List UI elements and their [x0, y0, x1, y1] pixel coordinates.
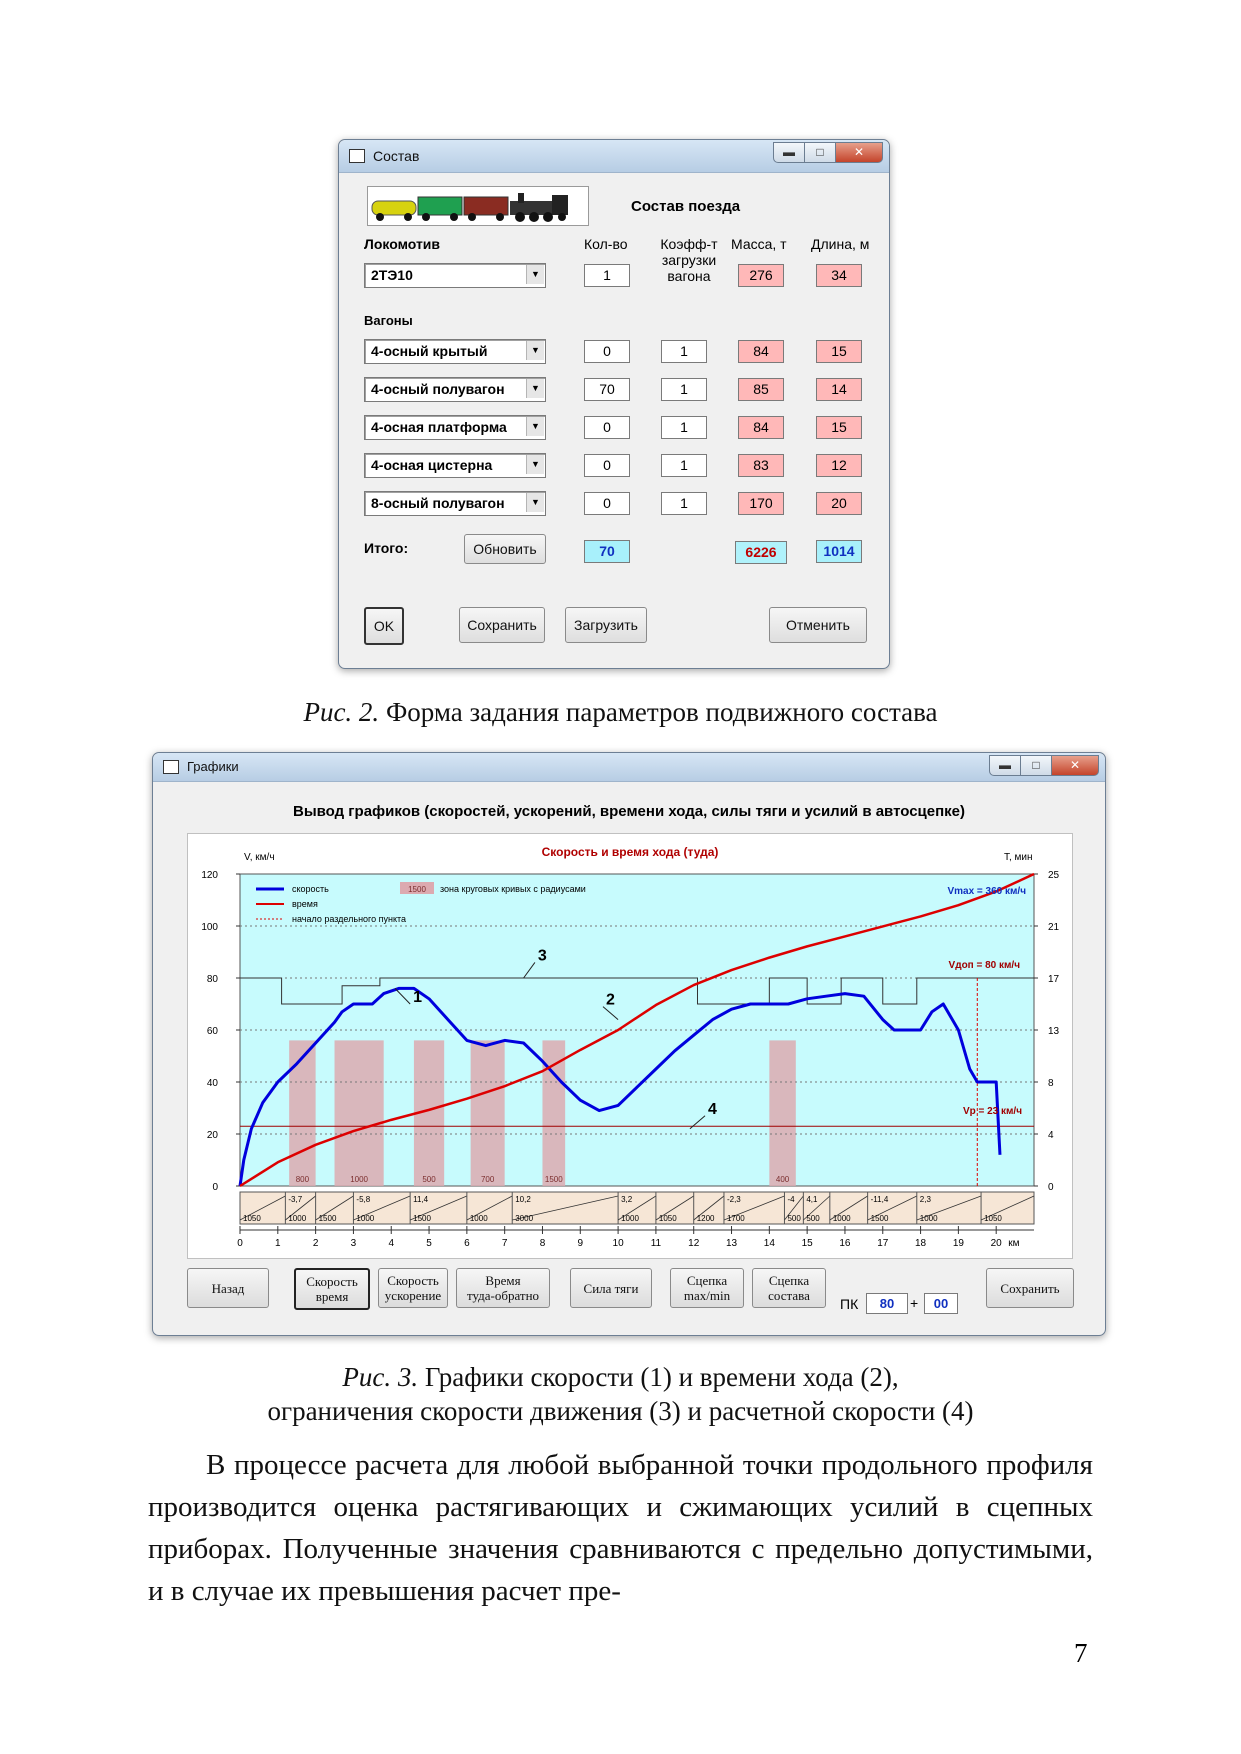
wagon-qty-input[interactable]: 0 [584, 416, 630, 439]
curve-zone [289, 1040, 315, 1186]
speed-accel-label-2: ускорение [384, 1288, 442, 1303]
curve-zone-label: 400 [775, 1175, 790, 1184]
wagons-header: Вагоны [364, 313, 413, 328]
x-tick-label: 18 [915, 1238, 927, 1249]
figure-number: Рис. 2. [303, 697, 380, 727]
x-tick-label: 11 [650, 1238, 662, 1249]
composition-heading: Состав поезда [631, 198, 741, 215]
pk-offset-input[interactable]: 00 [924, 1293, 958, 1314]
callout-number: 3 [537, 947, 547, 965]
wagon-qty-input[interactable]: 0 [584, 454, 630, 477]
legend-speed: скорость [292, 884, 329, 894]
chevron-down-icon[interactable]: ▼ [526, 379, 544, 398]
train-image-svg [368, 187, 588, 225]
wagon-type-value: 4-осный полувагон [371, 381, 505, 397]
profile-length-label: 1000 [621, 1214, 639, 1223]
wagon-coef-input[interactable]: 1 [661, 340, 707, 363]
curve-zone [542, 1040, 565, 1186]
graphs-heading: Вывод графиков (скоростей, ускорений, времени хода, силы тяги и усилий в автосцепке) [292, 803, 966, 820]
save-graph-button[interactable] [986, 1268, 1074, 1308]
wagon-type-select[interactable] [364, 453, 546, 478]
titlebar [153, 753, 1105, 782]
total-qty: 70 [584, 540, 630, 563]
x-tick-label: 3 [350, 1238, 357, 1249]
curve-zone-label: 500 [422, 1175, 436, 1184]
titlebar [339, 140, 889, 173]
legend-zone-value: 1500 [408, 885, 426, 894]
close-button[interactable]: ✕ [835, 142, 883, 163]
save-graph-label: Сохранить [1000, 1280, 1060, 1296]
profile-grade-label: 4,1 [806, 1195, 818, 1204]
wagon-qty-input[interactable]: 70 [584, 378, 630, 401]
maximize-button[interactable]: □ [804, 142, 836, 163]
pk-input[interactable]: 80 [866, 1293, 908, 1314]
total-mass: 6226 [735, 541, 787, 564]
chevron-down-icon[interactable]: ▼ [526, 493, 544, 512]
y-tick-label: 100 [201, 922, 218, 933]
wagon-type-select[interactable] [364, 415, 546, 440]
figure-caption-3 [0, 1362, 1241, 1393]
callout-number: 4 [708, 1100, 717, 1118]
wagon-coef-input[interactable]: 1 [661, 454, 707, 477]
x-axis-label: км [1008, 1238, 1020, 1249]
legend-time: время [292, 899, 318, 909]
page-number: 7 [1074, 1638, 1088, 1668]
x-tick-label: 14 [763, 1238, 775, 1249]
y-right-tick-label: 8 [1048, 1078, 1054, 1089]
pk-label: ПК [840, 1296, 859, 1312]
callout-number: 2 [605, 991, 615, 1009]
loco-header: Локомотив [364, 236, 441, 252]
legend-separation: начало раздельного пункта [292, 914, 407, 924]
profile-grade-label: 10,2 [515, 1195, 531, 1204]
speed-time-label-2: время [315, 1289, 349, 1304]
coupling-train-button[interactable] [752, 1268, 826, 1308]
loco-length: 34 [816, 264, 862, 287]
profile-grade-label: 3,2 [621, 1195, 633, 1204]
col-mass-header: Масса, т [731, 236, 787, 252]
x-tick-label: 4 [388, 1238, 395, 1249]
y-tick-label: 20 [206, 1130, 218, 1141]
y-tick-label: 120 [201, 870, 218, 881]
x-tick-label: 12 [688, 1238, 700, 1249]
profile-length-label: 500 [787, 1214, 801, 1223]
profile-grade-label: -11,4 [870, 1195, 889, 1204]
profile-length-label: 1000 [356, 1214, 375, 1223]
profile-grade-label: 2,3 [919, 1195, 931, 1204]
figure-caption-3-line2: ограничения скорости движения (3) и расчетной скорости (4) [267, 1396, 974, 1426]
profile-length-label: 1500 [870, 1214, 889, 1223]
coupling-train-label-1: Сцепка [768, 1273, 810, 1288]
speed-accel-label-1: Скорость [387, 1273, 439, 1288]
wagon-qty-input[interactable]: 0 [584, 340, 630, 363]
speed-accel-button[interactable] [378, 1268, 448, 1308]
profile-length-label: 1500 [413, 1214, 431, 1223]
chart-panel [187, 833, 1073, 1259]
train-image [367, 186, 589, 226]
figure-caption-line1: Графики скорости (1) и времени хода (2), [418, 1362, 899, 1392]
x-tick-label: 7 [501, 1238, 508, 1249]
close-button[interactable]: ✕ [1051, 755, 1099, 776]
window-title: Графики [187, 759, 239, 774]
y-tick-label: 60 [206, 1026, 218, 1037]
body-paragraph: В процессе расчета для любой выбранной точки продольного профиля производится оценка растягивающих и сжимающих усилий в сцепных приборах. Полученные значения сравниваются с предельно допустимыми, и в случае их превышения расчет пре- [148, 1449, 1093, 1607]
x-tick-label: 17 [877, 1238, 889, 1249]
curve-zone-label: 800 [295, 1175, 310, 1184]
wagon-type-value: 4-осная цистерна [371, 457, 493, 473]
profile-grade-label: 11,4 [413, 1195, 429, 1204]
x-tick-label: 9 [577, 1238, 584, 1249]
x-tick-label: 13 [725, 1238, 738, 1249]
profile-length-label: 1050 [658, 1214, 677, 1223]
y-tick-label: 0 [212, 1182, 218, 1193]
y-right-tick-label: 4 [1048, 1130, 1054, 1141]
x-tick-label: 16 [839, 1238, 851, 1249]
wagon-type-select[interactable] [364, 491, 546, 516]
wagon-length: 15 [816, 340, 862, 363]
y-tick-label: 40 [206, 1078, 218, 1089]
profile-grade-label: -2,3 [726, 1195, 741, 1204]
profile-length-label: 3000 [515, 1214, 534, 1223]
vdop-annotation: Vдоп = 80 км/ч [948, 960, 1020, 971]
chevron-down-icon[interactable]: ▼ [526, 417, 544, 436]
graphs-window [152, 752, 1106, 1336]
x-tick-label: 10 [612, 1238, 624, 1249]
profile-grade-label: -4 [787, 1195, 795, 1204]
maximize-button[interactable]: □ [1020, 755, 1052, 776]
coupling-maxmin-label-1: Сцепка [686, 1273, 728, 1288]
x-tick-label: 8 [539, 1238, 546, 1249]
ok-button[interactable]: OK [364, 607, 404, 645]
profile-length-label: 1000 [919, 1214, 938, 1223]
wagon-mass: 85 [738, 378, 784, 401]
time-both-label-2: туда-обратно [466, 1288, 540, 1303]
y-right-axis-label: T, мин [1004, 852, 1033, 863]
legend-zone-text: зона круговых кривых с радиусами [440, 884, 586, 894]
wagon-coef-input[interactable]: 1 [661, 492, 707, 515]
wagon-type-value: 4-осный крытый [371, 343, 488, 359]
profile-length-label: 500 [806, 1214, 820, 1223]
chevron-down-icon[interactable]: ▼ [526, 341, 544, 360]
profile-length-label: 1000 [288, 1214, 307, 1223]
x-tick-label: 6 [464, 1238, 470, 1249]
update-button[interactable]: Обновить [464, 534, 546, 564]
chevron-down-icon[interactable]: ▼ [526, 455, 544, 474]
profile-length-label: 1050 [243, 1214, 261, 1223]
curve-zone [471, 1040, 505, 1186]
y-right-tick-label: 0 [1048, 1182, 1054, 1193]
wagon-mass: 83 [738, 454, 784, 477]
total-label: Итого: [364, 540, 409, 556]
load-button[interactable]: Загрузить [565, 607, 647, 643]
wagon-type-select[interactable] [364, 339, 546, 364]
y-right-tick-label: 21 [1048, 922, 1060, 933]
callout-number: 1 [413, 989, 423, 1006]
figure-caption-2 [0, 697, 1241, 728]
train-composition-window [338, 139, 890, 669]
wagon-length: 20 [816, 492, 862, 515]
app-icon [163, 760, 179, 774]
speed-time-chart [188, 834, 1072, 1258]
minimize-button[interactable]: ▬ [989, 755, 1021, 776]
wagon-length: 12 [816, 454, 862, 477]
traction-label: Сила тяги [583, 1280, 639, 1296]
x-tick-label: 2 [312, 1238, 319, 1249]
speed-time-label-1: Скорость [306, 1274, 358, 1289]
total-length: 1014 [816, 540, 862, 563]
back-button-label: Назад [211, 1280, 245, 1296]
wagon-coef-input[interactable]: 1 [661, 416, 707, 439]
wagon-mass: 84 [738, 340, 784, 363]
loco-qty-input[interactable]: 1 [584, 264, 630, 287]
y-tick-label: 80 [206, 974, 218, 985]
x-tick-label: 19 [952, 1238, 964, 1249]
loco-select-value: 2ТЭ10 [371, 267, 413, 283]
profile-grade-label: -5,8 [356, 1195, 371, 1204]
y-right-tick-label: 13 [1048, 1026, 1060, 1037]
wagon-mass: 84 [738, 416, 784, 439]
wagon-type-select[interactable] [364, 377, 546, 402]
traction-button[interactable] [570, 1268, 652, 1308]
curve-zone [335, 1040, 384, 1186]
curve-zone-label: 1500 [544, 1175, 563, 1184]
y-right-tick-label: 17 [1048, 974, 1060, 985]
profile-length-label: 1700 [726, 1214, 745, 1223]
back-button[interactable] [187, 1268, 269, 1308]
curve-zone-label: 1000 [350, 1175, 368, 1184]
wagon-mass: 170 [738, 492, 784, 515]
loco-select[interactable] [364, 263, 546, 288]
coupling-maxmin-button[interactable] [670, 1268, 744, 1308]
figure-number: Рис. 3. [342, 1362, 419, 1392]
profile-length-label: 1050 [984, 1214, 1002, 1223]
minimize-button[interactable]: ▬ [773, 142, 805, 163]
profile-length-label: 1500 [318, 1214, 337, 1223]
figure-caption-text: Форма задания параметров подвижного состава [379, 697, 938, 727]
chevron-down-icon[interactable]: ▼ [526, 265, 544, 284]
x-tick-label: 1 [275, 1238, 281, 1249]
wagon-type-value: 4-осная платформа [371, 419, 507, 435]
profile-length-label: 1200 [696, 1214, 715, 1223]
x-tick-label: 15 [801, 1238, 813, 1249]
loco-mass: 276 [738, 264, 784, 287]
time-both-label-1: Время [485, 1273, 521, 1288]
cancel-button[interactable]: Отменить [769, 607, 867, 643]
profile-length-label: 1000 [469, 1214, 488, 1223]
pk-plus: + [910, 1295, 919, 1311]
time-both-button[interactable] [456, 1268, 550, 1308]
curve-zone [769, 1040, 795, 1186]
save-button[interactable]: Сохранить [459, 607, 545, 643]
x-tick-label: 0 [237, 1238, 243, 1249]
profile-grade-label: -3,7 [288, 1195, 303, 1204]
vr-annotation: Vр = 23 км/ч [962, 1106, 1022, 1118]
col-length-header: Длина, м [811, 236, 870, 252]
chart-title: Скорость и время хода (туда) [541, 845, 719, 859]
wagon-length: 15 [816, 416, 862, 439]
vmax-annotation: Vmax = 360 км/ч [947, 886, 1026, 897]
wagon-length: 14 [816, 378, 862, 401]
window-title: Состав [373, 148, 420, 164]
wagon-coef-input[interactable]: 1 [661, 378, 707, 401]
x-tick-label: 5 [426, 1238, 432, 1249]
col-coef-header: Коэфф-т загрузки вагона [660, 236, 718, 284]
profile-length-label: 1000 [832, 1214, 851, 1223]
speed-time-button[interactable] [294, 1268, 370, 1310]
wagon-type-value: 8-осный полувагон [371, 495, 505, 511]
coupling-maxmin-label-2: max/min [683, 1288, 731, 1303]
col-qty-header: Кол-во [584, 236, 628, 252]
wagon-qty-input[interactable]: 0 [584, 492, 630, 515]
curve-zone-label: 700 [480, 1175, 495, 1184]
y-right-tick-label: 25 [1048, 870, 1060, 881]
app-icon [349, 149, 365, 163]
x-tick-label: 20 [990, 1238, 1002, 1249]
coupling-train-label-2: состава [768, 1288, 810, 1303]
y-axis-label: V, км/ч [244, 852, 275, 863]
